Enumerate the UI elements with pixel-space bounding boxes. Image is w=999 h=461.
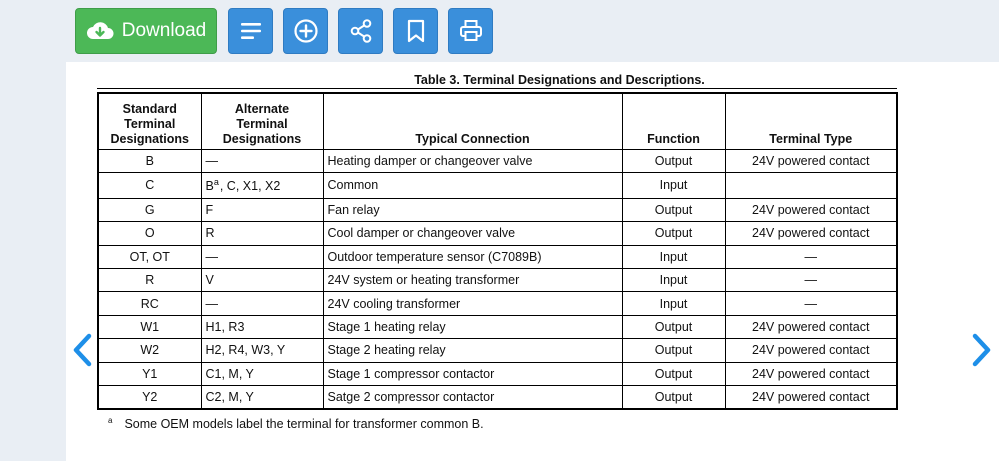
- cell-function: Input: [622, 269, 725, 292]
- table-row: [98, 222, 897, 245]
- cell-connection: 24V cooling transformer: [323, 292, 622, 315]
- cell-function: Input: [622, 245, 725, 268]
- cell-connection: Satge 2 compressor contactor: [323, 386, 622, 409]
- cell-type: 24V powered contact: [725, 315, 897, 338]
- cell-alternate: —: [201, 292, 323, 315]
- header-alternate: Alternate Terminal Designations: [201, 93, 323, 149]
- table-row: [98, 198, 897, 221]
- cell-type: —: [725, 292, 897, 315]
- menu-icon: [239, 21, 263, 41]
- cell-connection: 24V system or heating transformer: [323, 269, 622, 292]
- print-button[interactable]: [448, 8, 493, 54]
- cell-connection: Stage 1 compressor contactor: [323, 362, 622, 385]
- cell-standard: G: [98, 198, 201, 221]
- table-row: [98, 315, 897, 338]
- bookmark-icon: [405, 18, 427, 44]
- cell-connection: Outdoor temperature sensor (C7089B): [323, 245, 622, 268]
- cell-alternate: H2, R4, W3, Y: [201, 339, 323, 362]
- add-button[interactable]: [283, 8, 328, 54]
- print-icon: [458, 18, 484, 44]
- cell-standard: O: [98, 222, 201, 245]
- table-row: [98, 362, 897, 385]
- cell-standard: W2: [98, 339, 201, 362]
- bookmark-button[interactable]: [393, 8, 438, 54]
- footnote-mark: a: [108, 416, 113, 425]
- share-button[interactable]: [338, 8, 383, 54]
- cell-connection: Stage 2 heating relay: [323, 339, 622, 362]
- cell-function: Output: [622, 315, 725, 338]
- cell-type: [725, 172, 897, 198]
- cell-function: Output: [622, 339, 725, 362]
- cell-standard: C: [98, 172, 201, 198]
- chevron-left-icon: [71, 332, 93, 368]
- footnote-text: Some OEM models label the terminal for transformer common B.: [124, 417, 484, 431]
- header-standard: Standard Terminal Designations: [98, 93, 201, 149]
- cell-alternate: F: [201, 198, 323, 221]
- chevron-right-icon: [971, 332, 993, 368]
- cell-type: 24V powered contact: [725, 198, 897, 221]
- cell-standard: B: [98, 149, 201, 172]
- cell-function: Output: [622, 149, 725, 172]
- cell-alternate: $B^a$, C, X1, X2: [201, 172, 323, 198]
- header-terminal-type: Terminal Type: [725, 93, 897, 149]
- download-label: Download: [121, 20, 207, 41]
- cell-type: 24V powered contact: [725, 339, 897, 362]
- header-typical-connection: Typical Connection: [323, 93, 622, 149]
- cell-standard: OT, OT: [98, 245, 201, 268]
- cell-standard: RC: [98, 292, 201, 315]
- cell-connection: Cool damper or changeover valve: [323, 222, 622, 245]
- table-header-row: [98, 93, 897, 149]
- cell-standard: Y1: [98, 362, 201, 385]
- cell-type: 24V powered contact: [725, 222, 897, 245]
- cell-function: Input: [622, 292, 725, 315]
- cell-function: Output: [622, 386, 725, 409]
- prev-page-button[interactable]: [69, 330, 95, 370]
- cell-type: —: [725, 245, 897, 268]
- cell-alternate: —: [201, 245, 323, 268]
- table-row: [98, 172, 897, 198]
- cell-alternate: R: [201, 222, 323, 245]
- footnote-ref: a: [213, 177, 219, 188]
- cell-standard: W1: [98, 315, 201, 338]
- cell-function: Output: [622, 222, 725, 245]
- table-row: [98, 149, 897, 172]
- add-circle-icon: [293, 18, 319, 44]
- toc-button[interactable]: [228, 8, 273, 54]
- document-page: [66, 62, 999, 461]
- cloud-download-icon: [86, 20, 114, 42]
- cell-alternate: V: [201, 269, 323, 292]
- next-page-button[interactable]: [969, 330, 995, 370]
- cell-standard: Y2: [98, 386, 201, 409]
- share-icon: [348, 18, 374, 44]
- cell-type: 24V powered contact: [725, 362, 897, 385]
- cell-function: Output: [622, 198, 725, 221]
- table-row: [98, 386, 897, 409]
- cell-type: 24V powered contact: [725, 149, 897, 172]
- cell-type: —: [725, 269, 897, 292]
- cell-function: Input: [622, 172, 725, 198]
- cell-alternate: —: [201, 149, 323, 172]
- cell-standard: R: [98, 269, 201, 292]
- toolbar: [0, 0, 999, 60]
- cell-alternate: C1, M, Y: [201, 362, 323, 385]
- table-caption: Table 3. Terminal Designations and Descriptions.: [414, 73, 705, 87]
- cell-connection: Fan relay: [323, 198, 622, 221]
- cell-type: 24V powered contact: [725, 386, 897, 409]
- cell-connection: Common: [323, 172, 622, 198]
- cell-connection: Stage 1 heating relay: [323, 315, 622, 338]
- table-row: [98, 339, 897, 362]
- cell-function: Output: [622, 362, 725, 385]
- header-function: Function: [622, 93, 725, 149]
- table-row: [98, 269, 897, 292]
- cell-connection: Heating damper or changeover valve: [323, 149, 622, 172]
- terminal-table: [97, 92, 898, 410]
- cell-alternate: C2, M, Y: [201, 386, 323, 409]
- table-footnote: [108, 416, 484, 431]
- download-button[interactable]: [75, 8, 217, 54]
- cell-alternate: H1, R3: [201, 315, 323, 338]
- table-row: [98, 245, 897, 268]
- table-row: [98, 292, 897, 315]
